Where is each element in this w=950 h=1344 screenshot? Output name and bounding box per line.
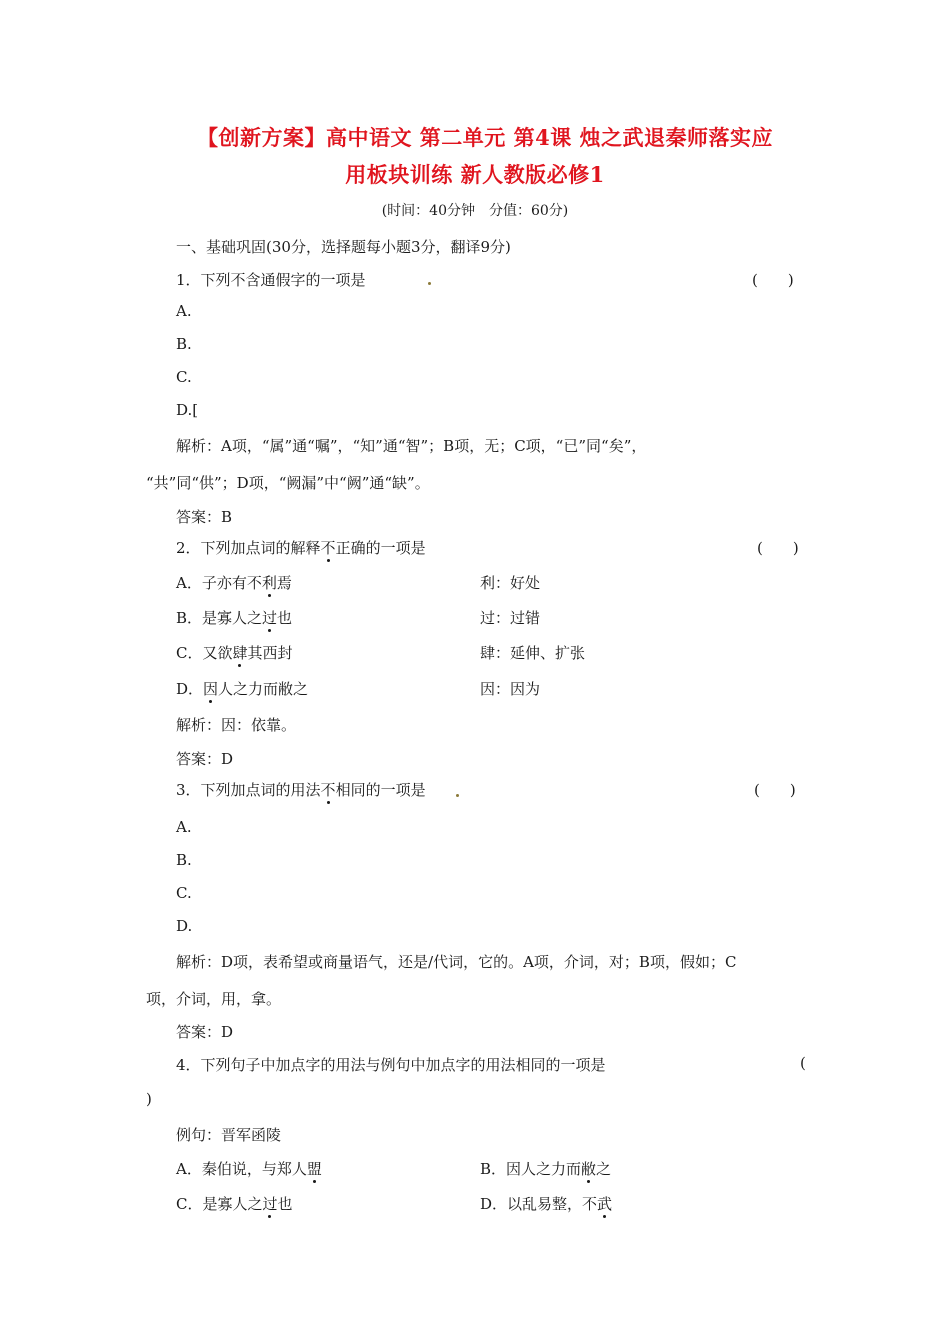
q3-analysis-line1: 解析：D项，表希望或商量语气，还是/代词，它的。A项，介词，对；B项，假如；C	[176, 953, 737, 971]
q2-analysis: 解析：因：依靠。	[176, 716, 297, 734]
q4-choice-text: B．因人之力而	[480, 1160, 582, 1178]
q4-bracket-close: )	[146, 1090, 152, 1108]
q4-choice-a	[176, 1158, 322, 1179]
q2-gloss-a: 利：好处	[480, 574, 541, 592]
q1-analysis-line1: 解析：A项，“属”通“嘱”，“知”通“智”；B项，无；C项，“已”同“矣”，	[176, 437, 647, 455]
document-title-line1: 【创新方案】高中语文 第二单元 第4课 烛之武退秦师落实应	[196, 125, 774, 150]
q1-answer-bracket: ( )	[752, 271, 794, 289]
q4-choice-text-end: 也	[277, 1195, 293, 1213]
q4-choice-text-end: 之	[596, 1160, 612, 1178]
q2-stem-text-end: 正确的一项是	[335, 539, 426, 557]
q4-example: 例句：晋军函陵	[176, 1126, 282, 1144]
q2-option-text: C．又欲	[176, 644, 233, 662]
q3-answer: 答案：D	[176, 1023, 234, 1041]
q1-option-b: B.	[176, 335, 192, 353]
q4-choice-d	[480, 1193, 612, 1214]
q1-option-a: A.	[176, 302, 192, 320]
q2-gloss-c: 肆：延伸、扩张	[480, 644, 586, 662]
q4-choice-text: C．是寡人之	[176, 1195, 263, 1213]
q2-gloss-b: 过：过错	[480, 609, 541, 627]
q4-choice-text: D．以乱易整，不	[480, 1195, 598, 1213]
q2-option-c	[176, 642, 293, 663]
q4-dotted-char: 敝	[581, 1160, 597, 1178]
q2-option-text-end: 也	[277, 609, 293, 627]
q2-answer: 答案：D	[176, 750, 234, 768]
q3-analysis-line2: 项，介词，用，拿。	[146, 990, 282, 1008]
speck-mark	[428, 282, 431, 285]
q1-option-d: D.[	[176, 401, 199, 419]
q2-option-text: B．是寡人之	[176, 609, 263, 627]
q4-choice-text: A．秦伯说，与郑人	[176, 1160, 307, 1178]
q2-option-text: D．	[176, 680, 204, 698]
q2-dotted-char: 肆	[232, 644, 248, 662]
q1-analysis-line2: “共”同“供”；D项，“阙漏”中“阙”通“缺”。	[146, 474, 430, 492]
q3-option-d: D.	[176, 917, 193, 935]
q1-answer: 答案：B	[176, 508, 233, 526]
speck-mark	[456, 794, 459, 797]
q2-option-a	[176, 572, 292, 593]
q4-dotted-char: 过	[262, 1195, 278, 1213]
q1-option-c: C.	[176, 368, 192, 386]
q3-stem-text-end: 相同的一项是	[335, 781, 426, 799]
q4-choice-b	[480, 1158, 611, 1179]
q2-gloss-d: 因：因为	[480, 680, 541, 698]
q2-stem	[176, 537, 426, 558]
q3-option-c: C.	[176, 884, 192, 902]
q2-option-text-end: 人之力而敝之	[218, 680, 309, 698]
document-title-line2: 用板块训练 新人教版必修1	[345, 162, 605, 187]
q2-dotted-char: 利	[261, 574, 277, 592]
q4-dotted-char: 武	[597, 1195, 613, 1213]
q2-option-text: A．子亦有不	[176, 574, 262, 592]
q4-bracket-open: (	[800, 1054, 806, 1072]
q4-stem: 4．下列句子中加点字的用法与例句中加点字的用法相同的一项是	[176, 1056, 606, 1074]
q2-option-text-end: 焉	[276, 574, 292, 592]
q2-stem-text: 2．下列加点词的解释	[176, 539, 321, 557]
q2-option-text-end: 其西封	[247, 644, 293, 662]
section-heading: 一、基础巩固(30分，选择题每小题3分，翻译9分)	[176, 238, 511, 256]
q3-stem-text: 3．下列加点词的用法	[176, 781, 321, 799]
q2-dotted-char: 过	[262, 609, 278, 627]
time-score-info: (时间：40分钟 分值：60分)	[381, 203, 569, 219]
q3-stem	[176, 779, 426, 800]
q4-dotted-char: 盟	[306, 1160, 322, 1178]
q2-option-d	[176, 678, 308, 699]
q2-dotted-char: 因	[203, 680, 219, 698]
q3-answer-bracket: ( )	[754, 781, 796, 799]
q1-stem: 1．下列不含通假字的一项是	[176, 271, 366, 289]
q3-stem-dotted-char: 不	[320, 781, 336, 799]
q4-choice-c	[176, 1193, 293, 1214]
q3-option-a: A.	[176, 818, 192, 836]
q2-answer-bracket: ( )	[757, 539, 799, 557]
q2-option-b	[176, 607, 292, 628]
q2-stem-dotted-char: 不	[320, 539, 336, 557]
q3-option-b: B.	[176, 851, 192, 869]
